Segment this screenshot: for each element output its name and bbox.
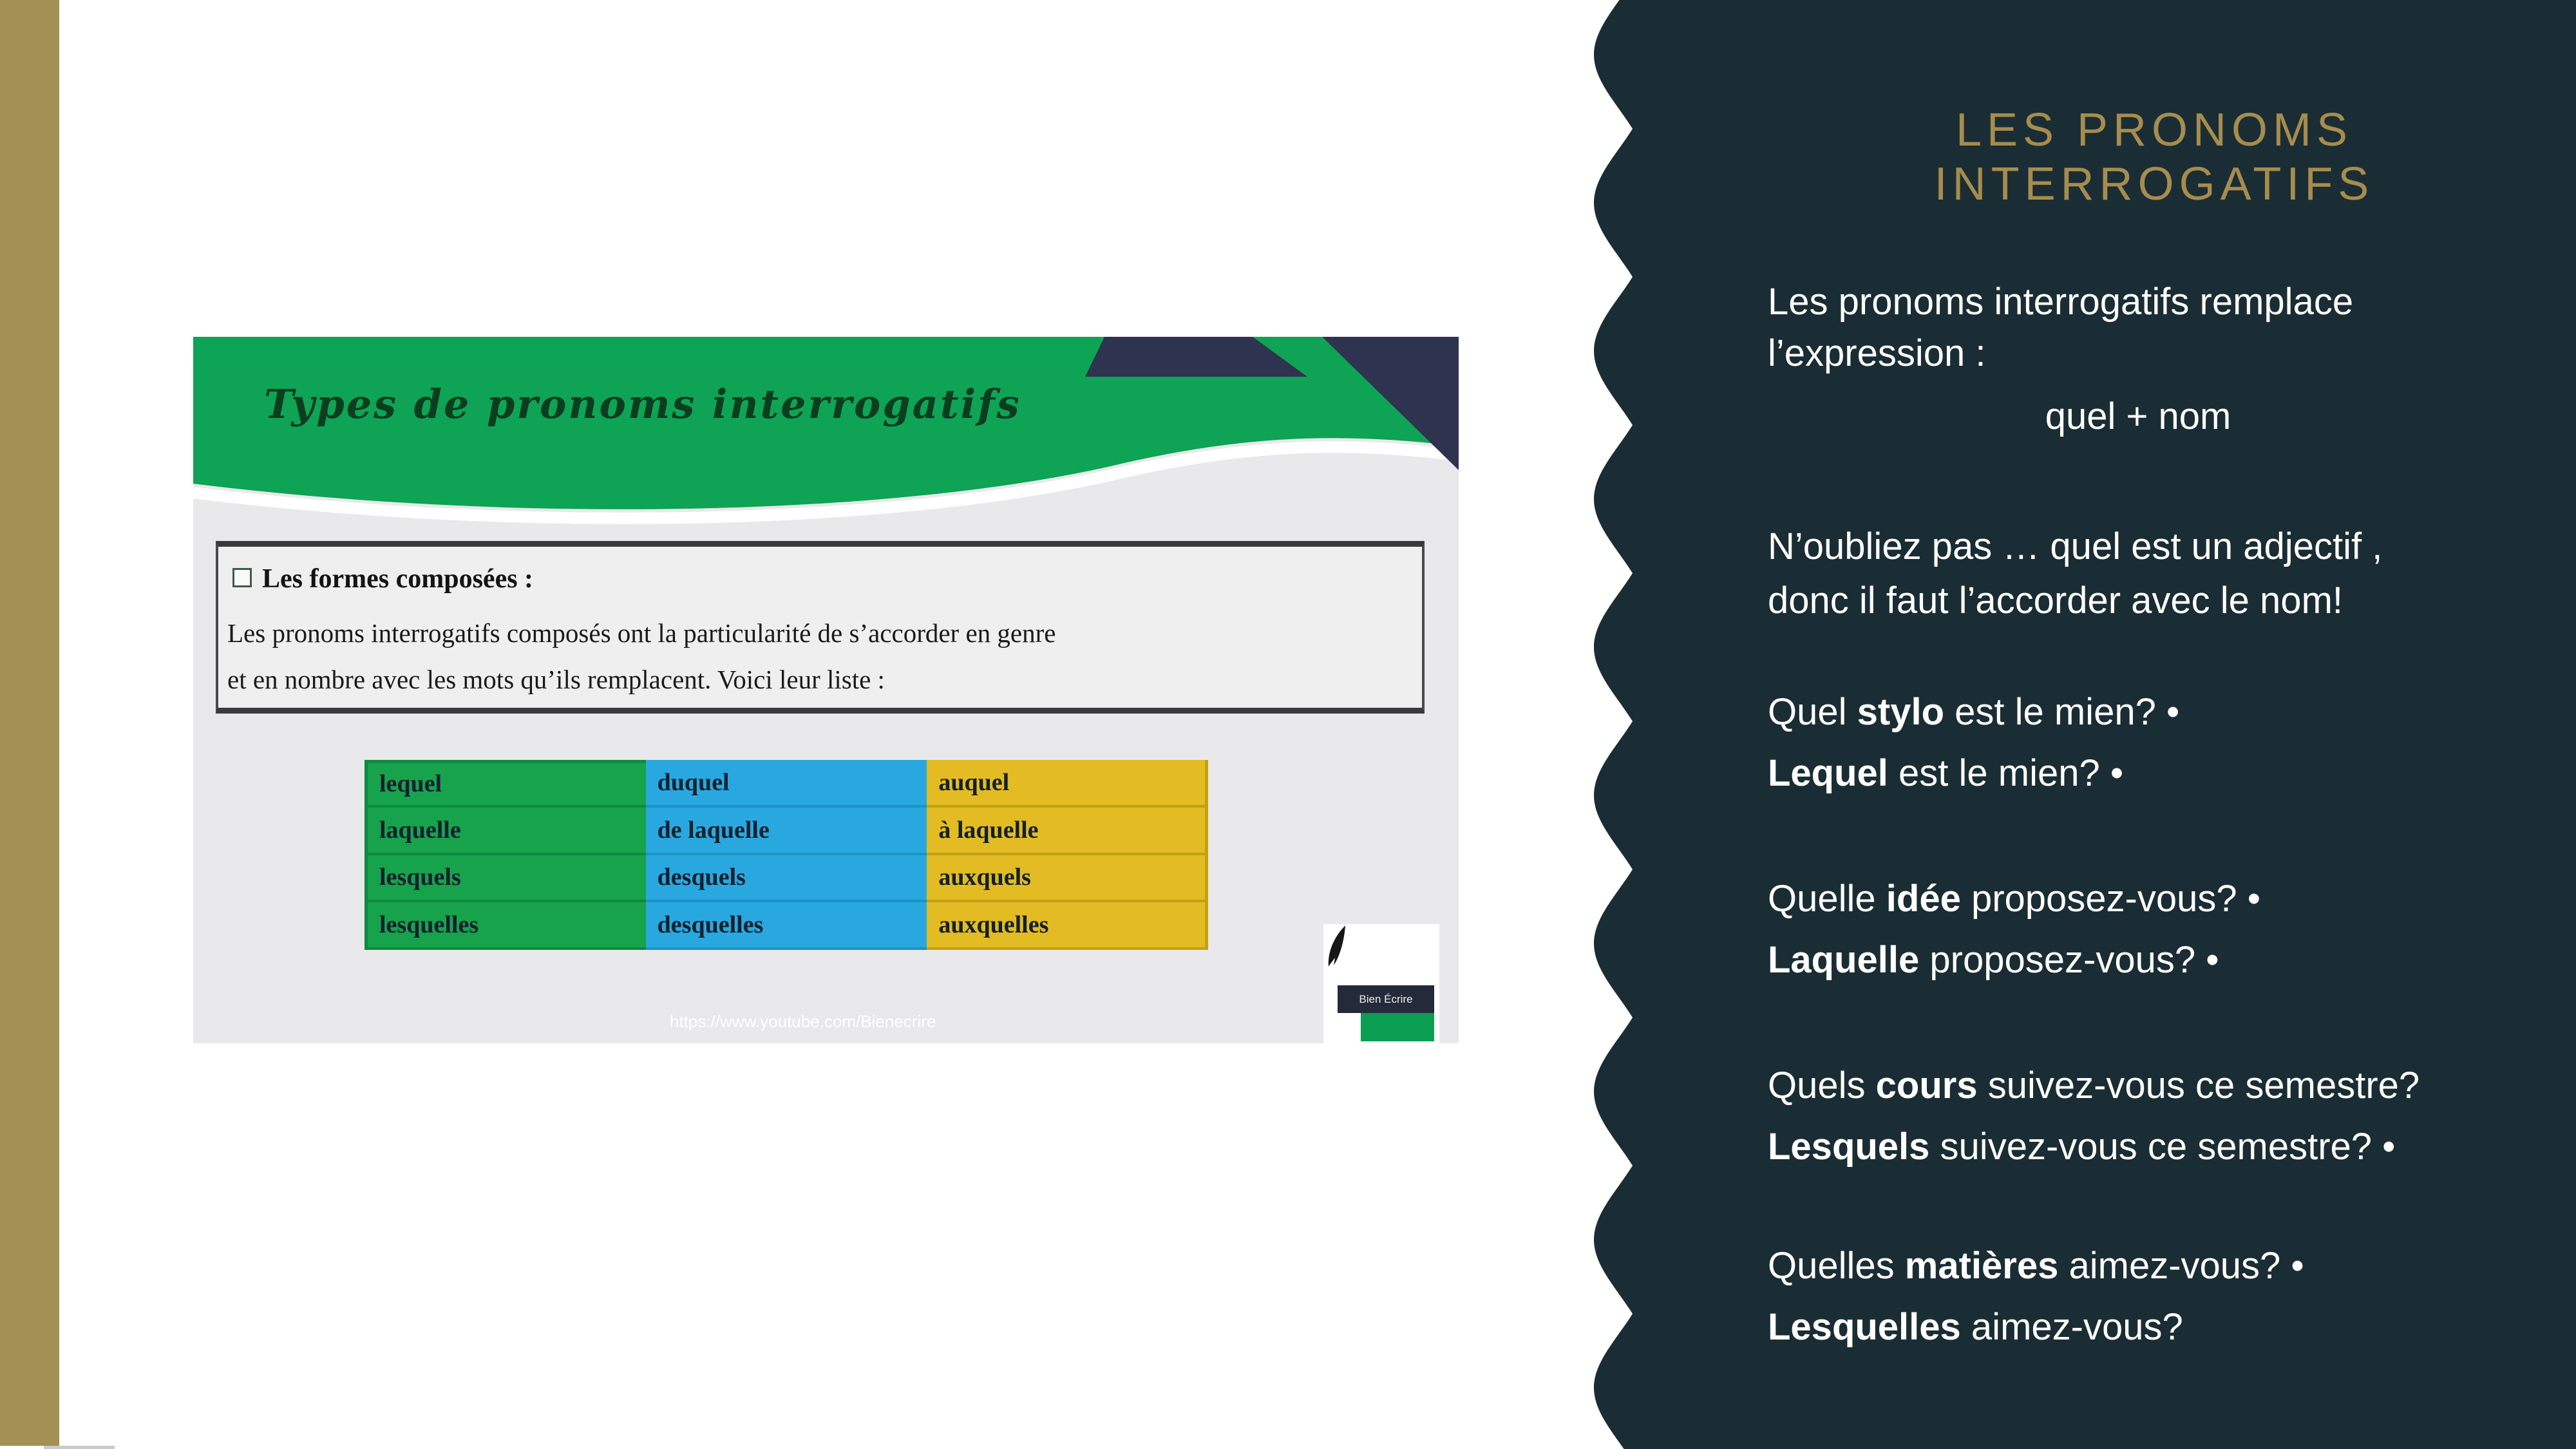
table-cell: lesquelles	[365, 902, 646, 950]
table-cell: à laquelle	[927, 808, 1208, 855]
q-post: aimez-vous? •	[2058, 1245, 2304, 1287]
q-bold: Lesquelles	[1768, 1306, 1961, 1348]
q-post: proposez-vous? •	[1960, 878, 2261, 920]
table-cell: laquelle	[365, 808, 646, 855]
q-pre: Quels	[1768, 1065, 1876, 1106]
rules-body-line1: Les pronoms interrogatifs composés ont la particularité de s’accorder en genre	[227, 618, 1056, 648]
q-bold: stylo	[1857, 691, 1945, 733]
q-bold: matières	[1904, 1245, 2059, 1287]
square-bullet-icon	[232, 568, 252, 587]
q-pre: Quel	[1768, 691, 1857, 733]
q-post: est le mien? •	[1888, 752, 2124, 794]
table-cell: desquelles	[646, 902, 927, 950]
slide-script-title: Types de pronoms interrogatifs	[264, 381, 1021, 428]
q-post: est le mien? •	[1944, 691, 2180, 733]
table-cell: lequel	[365, 760, 646, 808]
q-post: proposez-vous? •	[1919, 939, 2219, 981]
note-line1: N’oubliez pas … quel est un adjectif ,	[1768, 526, 2383, 567]
footer-url: https://www.youtube.com/Bienecrire	[670, 1012, 936, 1031]
q-pre: Quelle	[1768, 878, 1886, 920]
q-post: suivez-vous ce semestre?	[1977, 1065, 2420, 1106]
q-bold: Laquelle	[1768, 939, 1920, 981]
table-cell: duquel	[646, 760, 927, 808]
q-post: aimez-vous?	[1960, 1306, 2183, 1348]
pronoun-table	[365, 760, 1208, 950]
embedded-slide-picture[interactable]	[193, 337, 1459, 1043]
note-line2: donc il faut l’accorder avec le nom!	[1768, 580, 2343, 621]
formula-line: quel + nom	[2045, 395, 2231, 437]
table-cell: lesquels	[365, 855, 646, 903]
slide-title	[1784, 103, 2524, 211]
q-post: suivez-vous ce semestre? •	[1929, 1126, 2396, 1168]
gold-accent-stripe	[0, 0, 59, 1446]
table-cell: auxquels	[927, 855, 1208, 903]
slide-footer-bar	[193, 337, 1459, 377]
table-cell: de laquelle	[646, 808, 927, 855]
table-cell: auquel	[927, 760, 1208, 808]
question-line	[1768, 753, 2123, 793]
intro-line2: l’expression :	[1768, 332, 1986, 374]
intro-line1: Les pronoms interrogatifs remplace	[1768, 281, 2354, 323]
rules-body-line2: et en nombre avec les mots qu’ils remplacent. Voici leur liste :	[227, 665, 885, 694]
slide-edge-line	[44, 1446, 115, 1449]
logo-green-bar	[1361, 1013, 1434, 1041]
question-line	[1768, 1127, 2395, 1167]
rules-body	[227, 610, 1056, 703]
q-bold: Lesquels	[1768, 1126, 1930, 1168]
question-line	[1768, 879, 2260, 919]
q-bold: Lequel	[1768, 752, 1888, 794]
question-line	[1768, 1066, 2420, 1106]
slide-title-line1: LES PRONOMS	[1955, 104, 2353, 156]
q-bold: cours	[1875, 1065, 1978, 1106]
q-bold: idée	[1886, 878, 1961, 920]
table-cell: auxquelles	[927, 902, 1208, 950]
rules-heading	[232, 564, 533, 594]
question-line	[1768, 692, 2179, 732]
feather-icon	[1323, 924, 1353, 974]
slide-title-line2: INTERROGATIFS	[1934, 158, 2374, 210]
question-line	[1768, 940, 2219, 980]
q-pre: Quelles	[1768, 1245, 1905, 1287]
logo-text: Bien Écrire	[1338, 985, 1434, 1013]
table-cell: desquels	[646, 855, 927, 903]
question-line	[1768, 1246, 2304, 1286]
question-line	[1768, 1307, 2183, 1347]
rules-text-box	[216, 541, 1425, 714]
channel-logo	[1323, 924, 1439, 1043]
rules-heading-text: Les formes composées :	[262, 564, 534, 594]
